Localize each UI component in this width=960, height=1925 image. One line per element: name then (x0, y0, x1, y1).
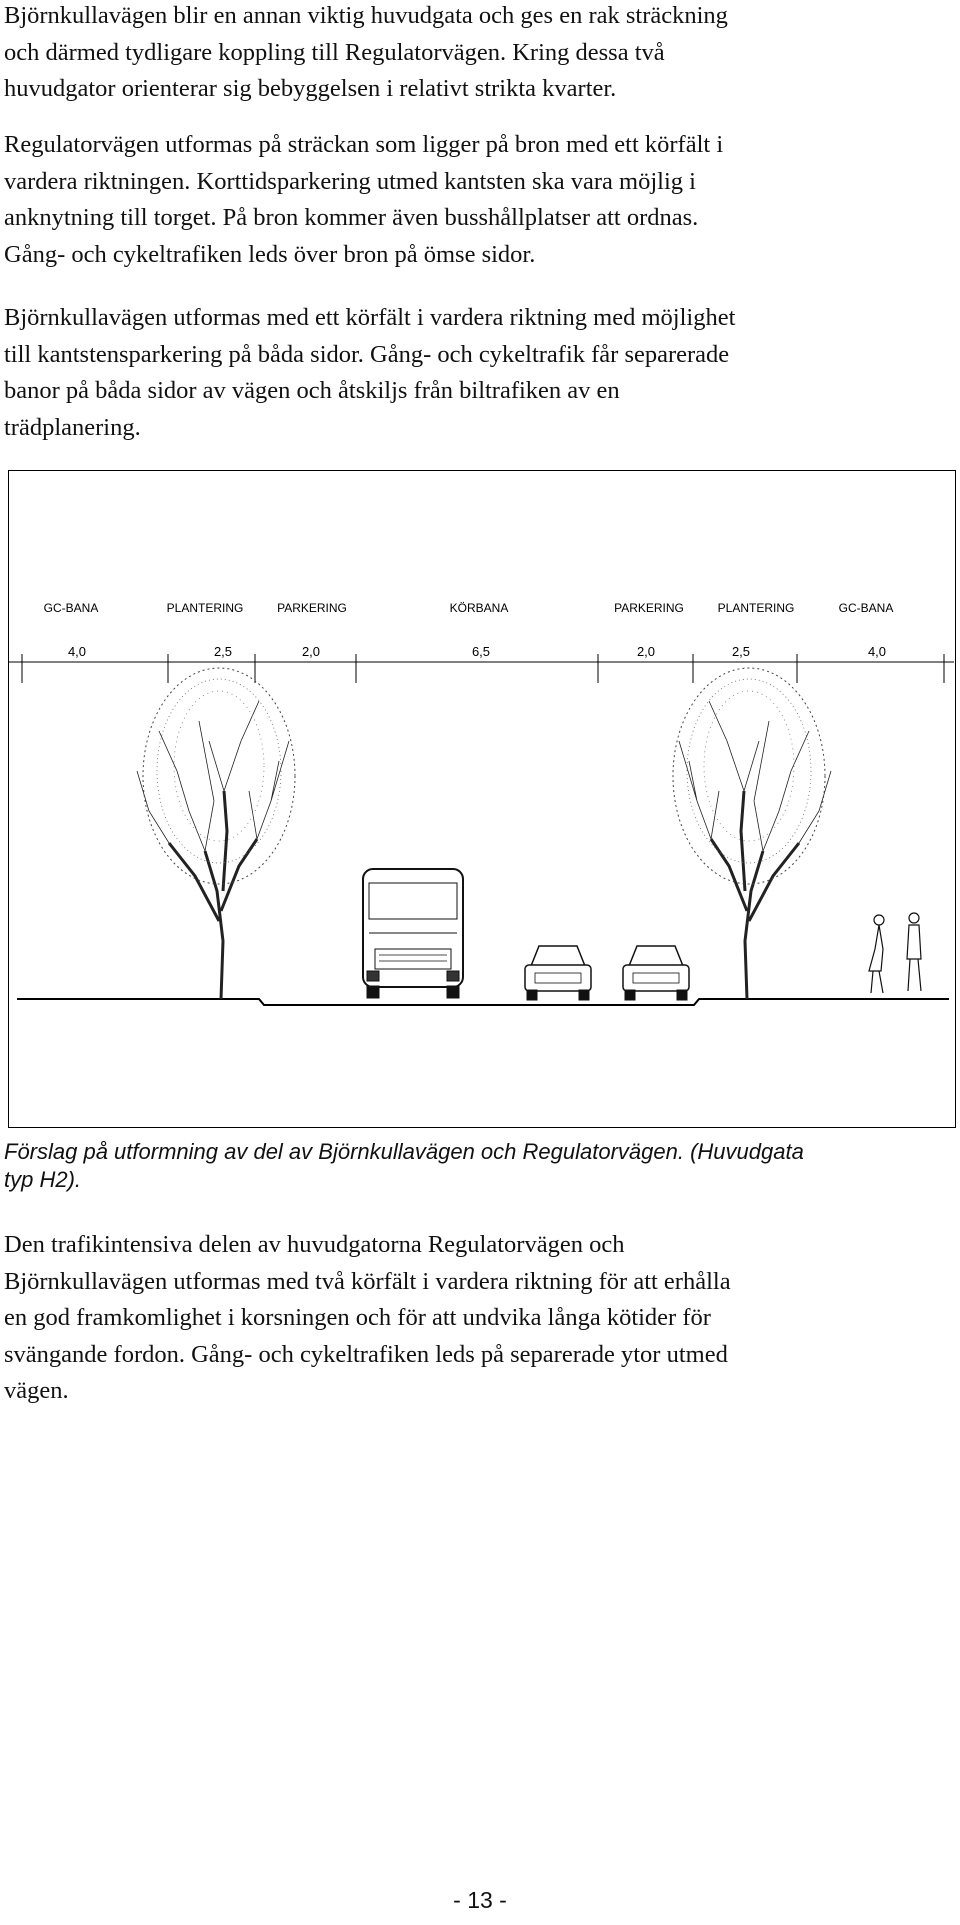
zone-label-korbana: KÖRBANA (449, 601, 509, 615)
car-icon-1 (525, 946, 591, 1000)
car-icon-2 (623, 946, 689, 1000)
zone-label-gc-bana-right: GC-BANA (838, 601, 894, 615)
ground-line (17, 999, 949, 1005)
zone-width-5: 2,0 (636, 644, 656, 659)
text-line: svängande fordon. Gång- och cykeltrafiken leds på separerade ytor utmed (4, 1340, 728, 1368)
text-line: anknytning till torget. På bron kommer även busshållplatser att ordnas. (4, 204, 699, 231)
text-line: Gång- och cykeltrafiken leds över bron på ömse sidor. (4, 240, 536, 268)
text-line: Björnkullavägen utformas med två körfält i vardera riktning för att erhålla (4, 1267, 731, 1295)
text-line: Björnkullavägen blir en annan viktig huvudgata och ges en rak sträckning (4, 2, 728, 29)
paragraph-2 (4, 127, 954, 273)
pedestrian-icon-1 (869, 915, 884, 993)
text-line: till kantstensparkering på båda sidor. Gång- och cykeltrafik får separerade (4, 340, 730, 368)
tree-icon-left (137, 668, 295, 999)
zone-width-3: 2,0 (301, 644, 321, 659)
zone-width-2: 2,5 (213, 644, 233, 659)
text-line: huvudgator orienterar sig bebyggelsen i relativt strikta kvarter. (4, 75, 617, 102)
text-line: Björnkullavägen utformas med ett körfält i vardera riktning med möjlighet (4, 304, 736, 331)
street-section-figure (8, 470, 956, 1128)
bus-icon (363, 869, 463, 998)
text-line: och därmed tydligare koppling till Regulatorvägen. Kring dessa två (4, 38, 665, 66)
text-line: banor på båda sidor av vägen och åtskiljs från biltrafiken av en (4, 377, 620, 404)
zone-label-gc-bana-left: GC-BANA (43, 601, 99, 615)
caption-line: Förslag på utformning av del av Björnkullavägen och Regulatorvägen. (Huvudgata (4, 1139, 804, 1164)
zone-label-plantering-left: PLANTERING (166, 601, 244, 615)
text-line: en god framkomlighet i korsningen och för att undvika långa kötider för (4, 1304, 711, 1331)
zone-label-parkering-right: PARKERING (614, 601, 684, 615)
text-line: trädplanering. (4, 413, 141, 441)
pedestrian-icon-2 (907, 913, 921, 991)
text-line: Den trafikintensiva delen av huvudgatorna Regulatorvägen och (4, 1231, 625, 1258)
zone-width-6: 2,5 (731, 644, 751, 659)
text-line: Regulatorvägen utformas på sträckan som ligger på bron med ett körfält i (4, 131, 724, 158)
text-line: vardera riktningen. Korttidsparkering utmed kantsten ska vara möjlig i (4, 167, 696, 195)
zone-width-4: 6,5 (471, 644, 491, 659)
page-number: - 13 - (453, 1887, 507, 1913)
zone-label-plantering-right: PLANTERING (717, 601, 795, 615)
paragraph-1 (4, 0, 954, 108)
paragraph-3 (4, 300, 954, 446)
figure-caption (4, 1138, 954, 1194)
caption-line: typ H2). (4, 1167, 82, 1192)
zone-width-7: 4,0 (867, 644, 887, 659)
street-section-drawing (9, 471, 954, 1126)
paragraph-4 (4, 1227, 954, 1410)
tree-icon-right (673, 668, 831, 999)
zone-label-parkering-left: PARKERING (277, 601, 347, 615)
zone-width-1: 4,0 (67, 644, 87, 659)
text-line: vägen. (4, 1377, 69, 1404)
